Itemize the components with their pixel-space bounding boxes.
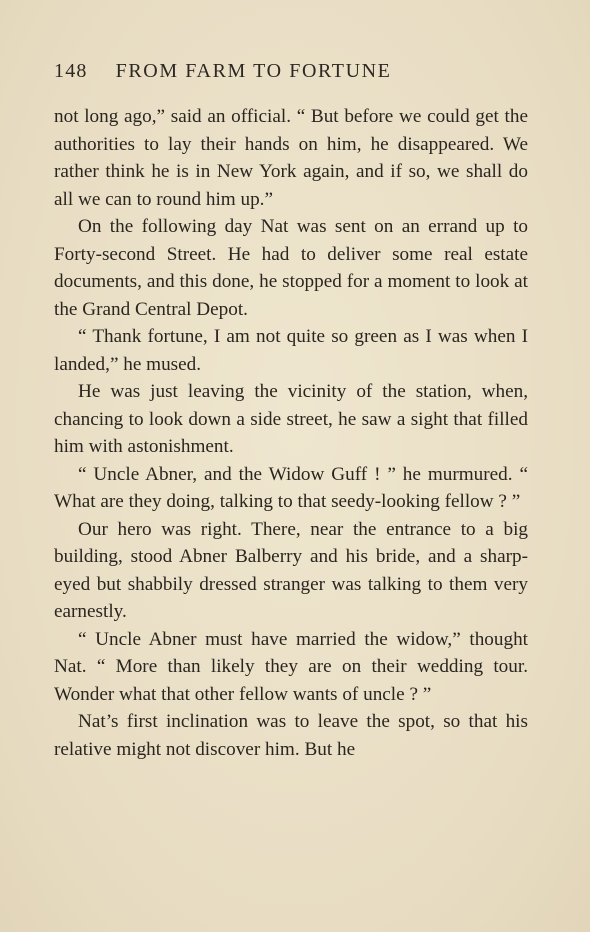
body-text — [54, 103, 528, 763]
paragraph-2: On the following day Nat was sent on an errand up to Forty-second Street. He had to deliver some real estate documents, and this done, he stopped for a moment to look at the Grand Central Depot. — [54, 216, 528, 320]
paragraph-4: He was just leaving the vicinity of the station, when, chancing to look down a side street, he saw a sight that filled him with astonishment. — [54, 381, 528, 457]
page-header — [54, 60, 536, 90]
paragraph-1: not long ago,” said an official. “ But before we could get the authorities to lay their hands on him, he disappeared. We rather think he is in New York again, and if so, we shall do all we can to round him up.” — [54, 106, 528, 210]
running-title: FROM FARM TO FORTUNE — [115, 60, 392, 82]
paragraph-5: “ Uncle Abner, and the Widow Guff ! ” he murmured. “ What are they doing, talking to that seedy-looking fellow ? ” — [54, 463, 528, 512]
paragraph-8: Nat’s first inclination was to leave the spot, so that his relative might not discover him. But he — [54, 711, 528, 760]
paragraph-3: “ Thank fortune, I am not quite so green as I was when I landed,” he mused. — [54, 326, 528, 375]
page-number: 148 — [54, 60, 88, 82]
paragraph-7: “ Uncle Abner must have married the widow,” thought Nat. “ More than likely they are on their wedding tour. Wonder what that other fellow wants of uncle ? ” — [54, 628, 528, 705]
paragraph-6: Our hero was right. There, near the entrance to a big building, stood Abner Balberry and his bride, and a sharp-eyed but shabbily dressed stranger was talking to them very earnestly. — [54, 518, 528, 622]
